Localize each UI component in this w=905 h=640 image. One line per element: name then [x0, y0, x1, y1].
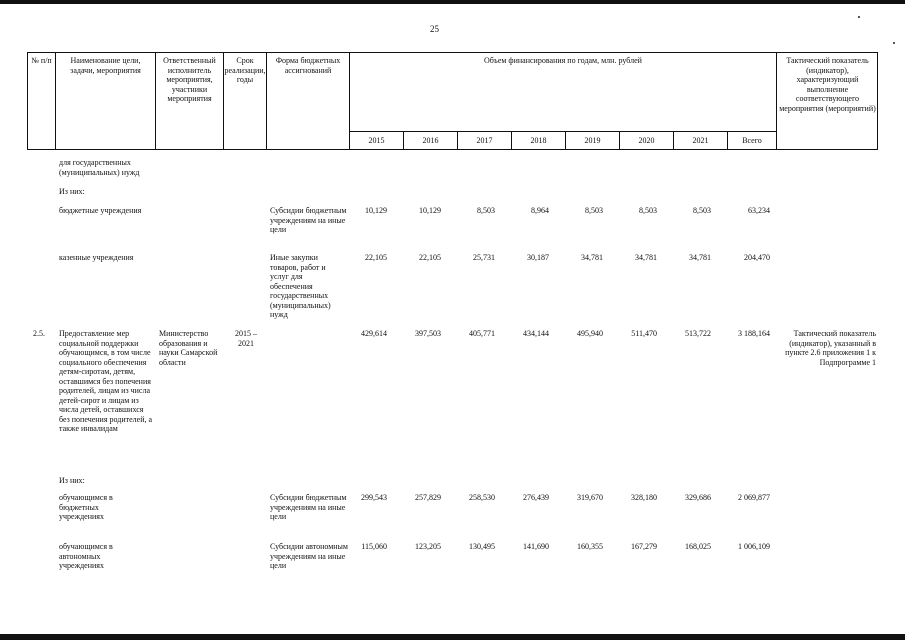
row-value-2017: 130,495 [469, 542, 495, 551]
row-value-total: 2 069,877 [738, 493, 770, 502]
row-value-2019: 34,781 [581, 253, 603, 262]
row-name: казенные учреждения [59, 253, 134, 262]
row-value-2020: 8,503 [639, 206, 657, 215]
header-term: Срок реализации, годы [224, 56, 266, 84]
row-name: Предоставление мер социальной поддержки обучающимся, в том числе социального обеспечения детям-сиротам, детям, оставшимся без попечения родителей, лицам из числа детей-сирот и лицам из числа детей, оставшихся без попечения родителей, а также инвалидам [59, 329, 153, 433]
row-value-total: 204,470 [744, 253, 770, 262]
header-budget-form: Форма бюджетных ассигнований [275, 56, 341, 75]
header-year: 2019 [584, 136, 601, 145]
row-value-2020: 328,180 [631, 493, 657, 502]
header-indicator: Тактический показатель (индикатор), характеризующий выполнение соответствующего мероприятия (мероприятий) [779, 56, 876, 113]
row-value-2021: 329,686 [685, 493, 711, 502]
row-value-total: 63,234 [748, 206, 770, 215]
row-value-2017: 25,731 [473, 253, 495, 262]
scan-speck [858, 16, 860, 18]
row-value-2021: 513,722 [685, 329, 711, 338]
row-value-2016: 123,205 [415, 542, 441, 551]
row-value-total: 1 006,109 [738, 542, 770, 551]
row-value-total: 3 188,164 [738, 329, 770, 338]
header-year: 2015 [368, 136, 385, 145]
scan-speck [893, 42, 895, 44]
row-value-2015: 429,614 [361, 329, 387, 338]
row-value-2019: 495,940 [577, 329, 603, 338]
row-value-2018: 30,187 [527, 253, 549, 262]
row-value-2018: 276,439 [523, 493, 549, 502]
row-budget-form: Субсидии бюджетным учреждениям на иные цели [270, 493, 347, 521]
top-border [0, 0, 905, 4]
row-name: Из них: [59, 187, 85, 196]
row-name: Из них: [59, 476, 85, 485]
row-name: для государственных (муниципальных) нужд [59, 158, 140, 177]
row-budget-form: Субсидии автономным учреждениям на иные цели [270, 542, 348, 570]
header-volume: Объем финансирования по годам, млн. рублей [484, 56, 642, 65]
row-value-2019: 319,670 [577, 493, 603, 502]
row-value-2015: 299,543 [361, 493, 387, 502]
header-year-total: Всего [742, 136, 762, 145]
row-value-2021: 8,503 [693, 206, 711, 215]
row-value-2018: 141,690 [523, 542, 549, 551]
header-year: 2018 [530, 136, 547, 145]
row-name: обучающимся в автономных учреждениях [59, 542, 113, 570]
row-value-2018: 8,964 [531, 206, 549, 215]
row-term: 2015 – 2021 [235, 329, 257, 348]
header-num: № п/п [31, 56, 52, 65]
header-name: Наименование цели, задачи, мероприятия [70, 56, 141, 75]
row-name: обучающимся в бюджетных учреждениях [59, 493, 113, 521]
row-value-2019: 160,355 [577, 542, 603, 551]
row-value-2017: 405,771 [469, 329, 495, 338]
header-year: 2016 [422, 136, 439, 145]
row-value-2020: 167,279 [631, 542, 657, 551]
row-value-2018: 434,144 [523, 329, 549, 338]
row-value-2021: 34,781 [689, 253, 711, 262]
row-responsible: Министерство образования и науки Самарской области [159, 329, 218, 367]
row-value-2015: 22,105 [365, 253, 387, 262]
row-budget-form: Субсидии бюджетным учреждениям на иные цели [270, 206, 347, 234]
row-indicator: Тактический показатель (индикатор), указанный в пункте 2.6 приложения 1 к Подпрограмме 1 [785, 329, 876, 367]
row-budget-form: Иные закупки товаров, работ и услуг для обеспечения государственных (муниципальных) нужд [270, 253, 331, 319]
row-value-2020: 34,781 [635, 253, 657, 262]
row-value-2017: 8,503 [477, 206, 495, 215]
header-year: 2017 [476, 136, 493, 145]
row-value-2015: 115,060 [361, 542, 387, 551]
row-number: 2.5. [33, 329, 45, 338]
row-name: бюджетные учреждения [59, 206, 142, 215]
row-value-2016: 10,129 [419, 206, 441, 215]
row-value-2017: 258,530 [469, 493, 495, 502]
header-year: 2021 [692, 136, 709, 145]
row-value-2016: 257,829 [415, 493, 441, 502]
page-number: 25 [430, 24, 439, 34]
bottom-border [0, 634, 905, 640]
row-value-2020: 511,470 [631, 329, 657, 338]
row-value-2016: 397,503 [415, 329, 441, 338]
header-responsible: Ответственный исполнитель мероприятия, участники мероприятия [163, 56, 216, 103]
row-value-2021: 168,025 [685, 542, 711, 551]
row-value-2019: 8,503 [585, 206, 603, 215]
header-year: 2020 [638, 136, 655, 145]
row-value-2015: 10,129 [365, 206, 387, 215]
row-value-2016: 22,105 [419, 253, 441, 262]
